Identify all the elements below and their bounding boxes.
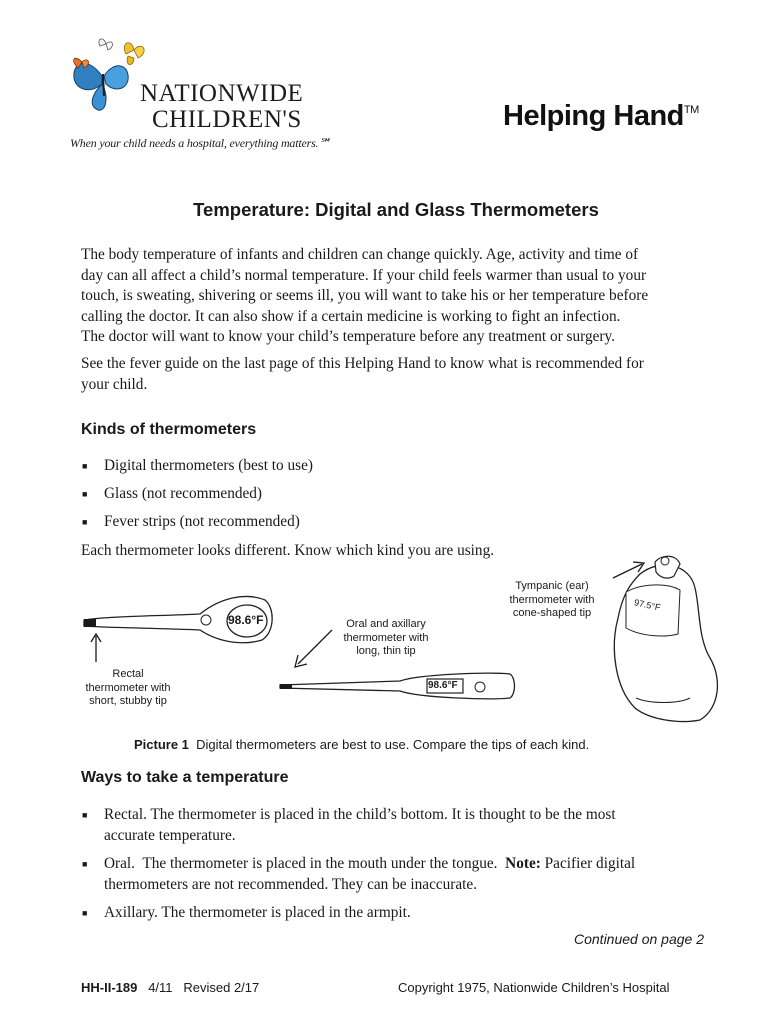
page-title: Temperature: Digital and Glass Thermometers: [193, 199, 599, 220]
document-code: HH-II-189: [81, 980, 138, 995]
kinds-note: Each thermometer looks different. Know which kind you are using.: [81, 542, 495, 559]
oral-display-reading: 98.6°F: [428, 680, 458, 691]
bullet-icon: ■: [82, 517, 88, 527]
thermometer-figure: [70, 548, 730, 728]
continued-note: Continued on page 2: [574, 931, 704, 947]
caption-label: Picture 1: [134, 737, 189, 752]
label-line: thermometer with: [343, 631, 429, 644]
org-name-line2: CHILDREN'S: [152, 106, 302, 133]
org-name-line1: NATIONWIDE: [140, 80, 304, 107]
bullet-icon: ■: [82, 461, 88, 471]
bullet-icon: ■: [82, 908, 88, 918]
tagline: When your child needs a hospital, everything matters.℠: [70, 136, 331, 150]
list-item: [82, 854, 724, 895]
text-line: [104, 854, 724, 875]
bullet-icon: ■: [82, 859, 88, 869]
label-line: Rectal: [112, 668, 144, 680]
document-dates: 4/11 Revised 2/17: [148, 980, 260, 995]
label-line: long, thin tip: [356, 645, 416, 657]
text-span: Oral. The thermometer is placed in the mouth under the tongue.: [104, 855, 506, 872]
list-item-text: Axillary. The thermometer is placed in the armpit.: [104, 904, 411, 921]
list-item: [82, 456, 314, 477]
text-line: The body temperature of infants and children can change quickly. Age, activity and time of: [81, 246, 639, 263]
list-item: [82, 903, 724, 924]
text-line: See the fever guide on the last page of this Helping Hand to know what is recommended for: [81, 355, 644, 372]
label-line: Tympanic (ear): [515, 580, 589, 592]
trademark: TM: [683, 104, 699, 116]
list-item-text: Digital thermometers (best to use): [104, 457, 314, 474]
ear-display-reading: 97.5°F: [633, 597, 662, 613]
ear-thermometer-icon: [614, 556, 717, 721]
caption-text: Digital thermometers are best to use. Compare the tips of each kind.: [196, 737, 590, 752]
label-line: cone-shaped tip: [512, 607, 592, 619]
text-line: The doctor will want to know your child’s temperature before any treatment or surgery.: [81, 328, 615, 345]
butterflies-icon: [68, 36, 148, 116]
label-line: thermometer with: [85, 681, 171, 694]
list-item: [82, 484, 263, 505]
note-label: Note:: [505, 855, 541, 872]
list-item: [82, 512, 300, 533]
rectal-label: [68, 668, 188, 709]
series-title: [503, 100, 699, 133]
logo: [68, 36, 368, 156]
oral-label: [328, 618, 444, 659]
text-line: day can all affect a child’s normal temperature. If your child feels warmer than usual to your: [81, 266, 647, 284]
rectal-display-reading: 98.6°F: [228, 613, 264, 627]
intro-paragraph-1: [81, 245, 721, 348]
intro-paragraph-2: [81, 354, 721, 395]
text-line: accurate temperature.: [104, 826, 236, 844]
section-heading-kinds: Kinds of thermometers: [81, 421, 257, 438]
oral-thermometer-icon: [280, 673, 515, 698]
list-item-text: Glass (not recommended): [104, 485, 263, 502]
list-item-text: Fever strips (not recommended): [104, 513, 300, 530]
series-name: Helping Hand: [503, 100, 684, 132]
label-line: thermometer with: [509, 593, 595, 606]
footer: [81, 980, 701, 995]
text-line: calling the doctor. It can also show if a certain medicine is working to fight an infection.: [81, 307, 621, 325]
list-item: [82, 805, 724, 846]
text-span: Pacifier digital: [540, 855, 636, 872]
text-line: your child.: [81, 375, 148, 393]
label-line: Oral and axillary: [346, 618, 426, 630]
label-line: short, stubby tip: [89, 695, 167, 707]
bullet-icon: ■: [82, 489, 88, 499]
section-heading-ways: Ways to take a temperature: [81, 769, 289, 786]
text-line: Rectal. The thermometer is placed in the child’s bottom. It is thought to be the most: [104, 806, 616, 823]
figure-caption: [134, 737, 589, 752]
text-line: thermometers are not recommended. They can be inaccurate.: [104, 875, 478, 893]
copyright: Copyright 1975, Nationwide Children’s Hospital: [398, 980, 670, 995]
bullet-icon: ■: [82, 810, 88, 820]
ear-label: [500, 580, 604, 621]
text-line: touch, is sweating, shivering or seems ill, you will want to take his or her temperature before: [81, 287, 649, 304]
